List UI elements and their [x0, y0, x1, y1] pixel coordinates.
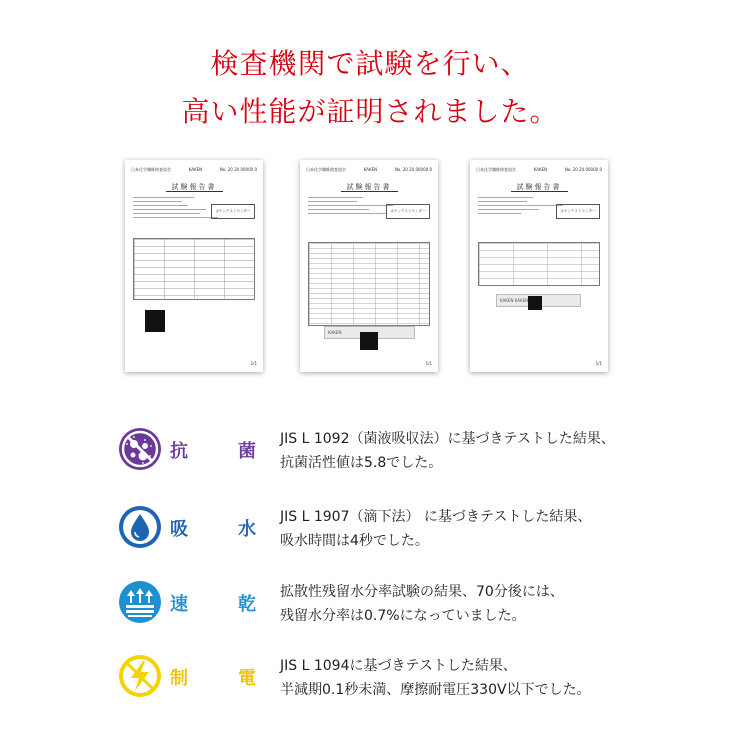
fabric-sample	[145, 310, 165, 332]
quick-dry-icon	[118, 580, 162, 624]
test-report-document	[125, 160, 263, 372]
feature-description	[280, 580, 564, 628]
feature-description-line-2: 残留水分率は0.7%になっていました。	[280, 608, 526, 624]
doc-header-left: 日本化学繊維検査協会	[131, 167, 171, 172]
feature-description-line-1: JIS L 1907（滴下法） に基づきテストした結果、	[280, 509, 592, 525]
sample-tape: KAKEN KAKEN	[496, 294, 581, 307]
feature-description-line-2: 抗菌活性値は5.8でした。	[280, 455, 443, 471]
feature-quick-dry	[118, 578, 658, 628]
feature-keyword-first: 制	[170, 668, 188, 689]
feature-keyword-first: 速	[170, 594, 188, 615]
doc-title: 試験報告書	[166, 183, 223, 192]
feature-description-line-1: JIS L 1094に基づきテストした結果、	[280, 658, 517, 674]
doc-header-right: No. 20 20 00000 0	[564, 167, 602, 172]
headline-line-2: 高い性能が証明されました。	[181, 95, 559, 128]
doc-title: 試験報告書	[341, 183, 398, 192]
doc-stamp: カケンテストセンター	[556, 204, 600, 219]
doc-stamp: カケンテストセンター	[386, 204, 430, 219]
feature-keyword-second: 菌	[238, 441, 256, 462]
feature-keyword-first: 抗	[170, 441, 188, 462]
doc-header-right: No. 20 20 00000 0	[219, 167, 257, 172]
feature-description-line-1: 拡散性残留水分率試験の結果、70分後には、	[280, 584, 564, 600]
fabric-sample	[360, 332, 378, 350]
doc-header-center: KAKEN	[188, 167, 203, 172]
doc-header-left: 日本化学繊維検査協会	[476, 167, 516, 172]
doc-result-table	[308, 242, 430, 326]
doc-footer: 1/1	[595, 361, 602, 366]
test-report-document	[470, 160, 608, 372]
doc-footer: 1/1	[250, 361, 257, 366]
feature-description-line-2: 半減期0.1秒未満、摩擦耐電圧330V以下でした。	[280, 682, 591, 698]
feature-keyword-second: 電	[238, 668, 256, 689]
sample-tape: KAKEN	[324, 326, 415, 339]
lightning-icon	[118, 654, 162, 698]
water-drop-icon	[118, 505, 162, 549]
doc-result-table	[133, 238, 255, 300]
doc-header-right: No. 20 20 00000 0	[394, 167, 432, 172]
feature-antibacterial	[118, 425, 658, 475]
doc-stamp: カケンテストセンター	[211, 204, 255, 219]
feature-description-line-2: 吸水時間は4秒でした。	[280, 533, 429, 549]
feature-absorbent	[118, 503, 658, 553]
feature-keyword-first: 吸	[170, 519, 188, 540]
doc-header-left: 日本化学繊維検査協会	[306, 167, 346, 172]
antibacterial-icon	[118, 427, 162, 471]
feature-keyword-second: 乾	[238, 594, 256, 615]
doc-footer: 1/1	[425, 361, 432, 366]
doc-header-center: KAKEN	[533, 167, 548, 172]
doc-result-table	[478, 242, 600, 286]
fabric-sample	[528, 296, 542, 310]
headline-line-1: 検査機関で試験を行い、	[210, 47, 530, 80]
feature-description	[280, 427, 615, 475]
doc-header-center: KAKEN	[363, 167, 378, 172]
test-report-document	[300, 160, 438, 372]
feature-description	[280, 505, 591, 553]
feature-keyword-second: 水	[238, 519, 256, 540]
feature-description-line-1: JIS L 1092（菌液吸収法）に基づきテストした結果、	[280, 431, 615, 447]
doc-title: 試験報告書	[511, 183, 568, 192]
feature-antistatic	[118, 652, 658, 702]
feature-description	[280, 654, 591, 702]
